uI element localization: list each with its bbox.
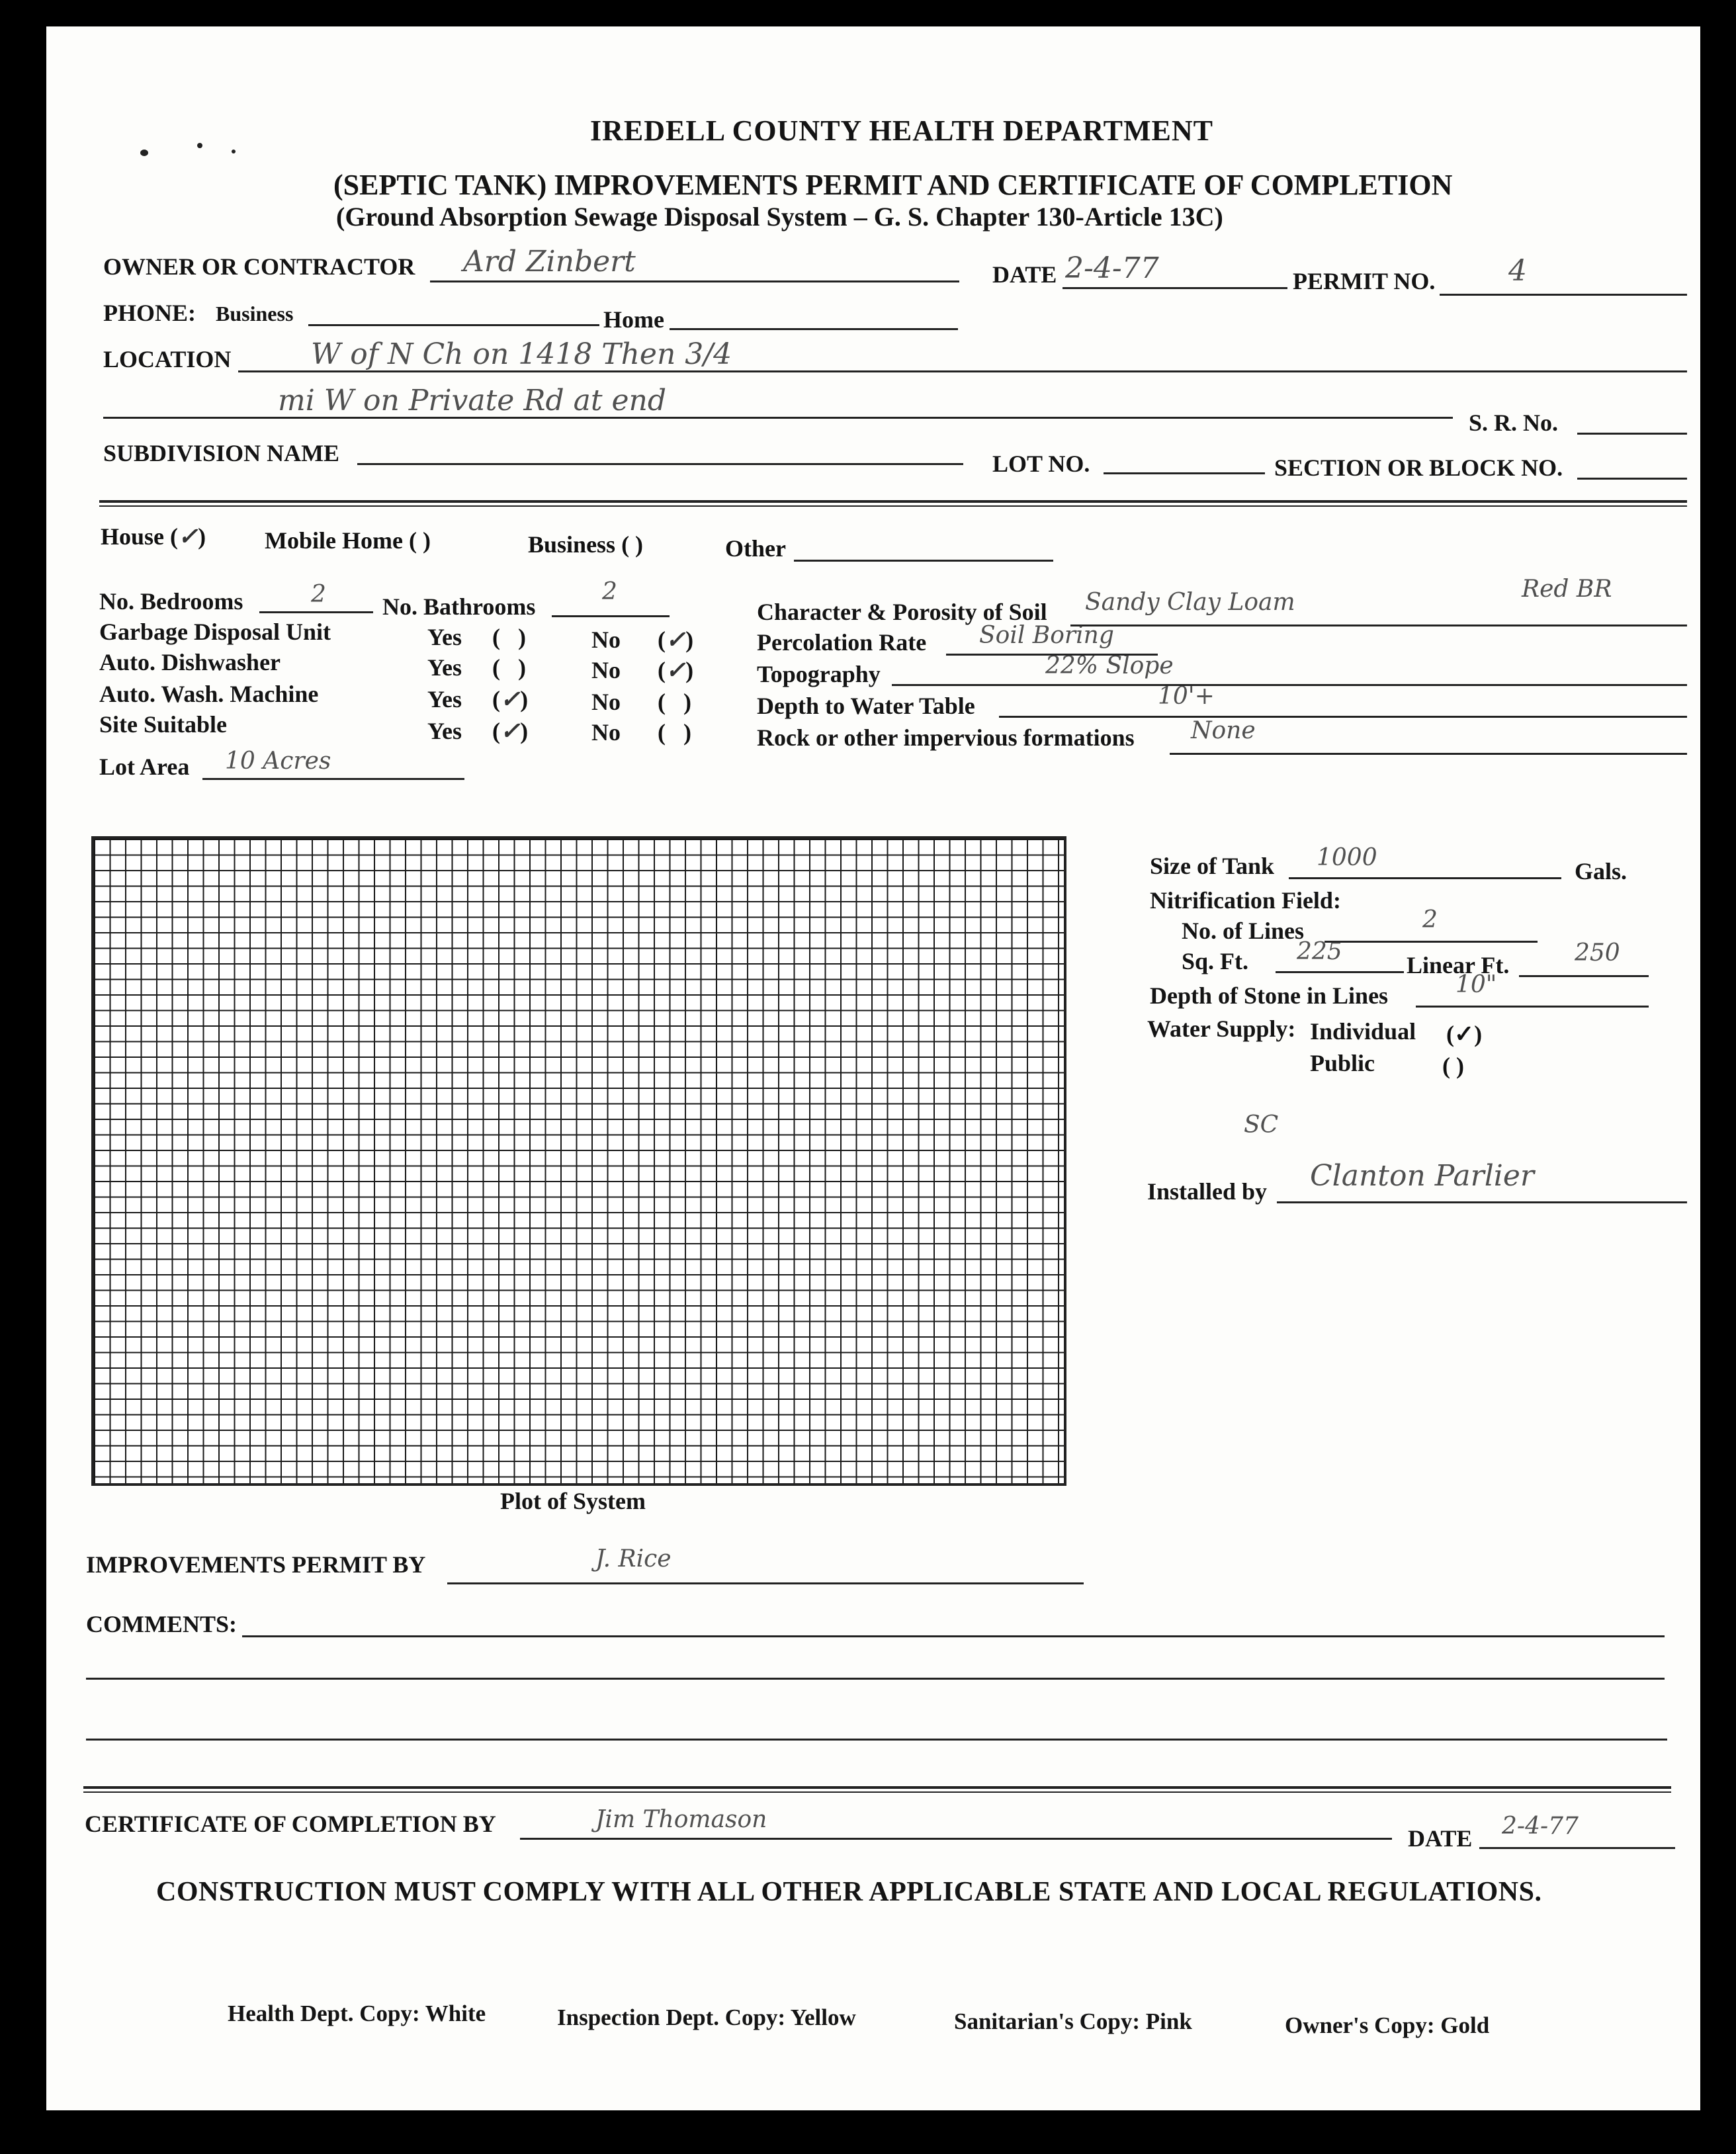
sqft-line	[1276, 971, 1404, 973]
owner-line	[430, 280, 959, 282]
bathrooms-value: 2	[602, 578, 617, 605]
location-line-2-value: mi W on Private Rd at end	[278, 384, 667, 417]
bathrooms-line	[552, 615, 670, 617]
mobile-home-checkbox: Mobile Home ( )	[265, 527, 431, 554]
soil-character-note: Red BR	[1522, 576, 1612, 603]
stone-depth-value: 10"	[1455, 971, 1497, 998]
lot-number-label: LOT NO.	[992, 451, 1090, 477]
date-line	[1063, 287, 1287, 289]
topography-line	[892, 684, 1687, 686]
house-checkbox: House (✓)	[101, 523, 206, 550]
wash-machine-yes-label: Yes	[427, 686, 462, 712]
plot-grid[interactable]	[91, 836, 1066, 1486]
soil-character-value: Sandy Clay Loam	[1085, 589, 1295, 616]
copy-health: Health Dept. Copy: White	[228, 2001, 486, 2026]
lines-count-label: No. of Lines	[1182, 918, 1305, 944]
other-line	[794, 560, 1053, 562]
certificate-line	[520, 1838, 1392, 1840]
date-value: 2-4-77	[1065, 251, 1159, 285]
soil-character-label: Character & Porosity of Soil	[757, 599, 1047, 625]
business-phone-line	[308, 324, 599, 326]
form-title: (SEPTIC TANK) IMPROVEMENTS PERMIT AND CERTIFICATE OF COMPLETION	[333, 169, 1453, 201]
individual-label: Individual	[1310, 1018, 1416, 1045]
site-yes-checkbox: (✓)	[492, 717, 529, 745]
bedrooms-value: 2	[311, 581, 326, 608]
certificate-date-value: 2-4-77	[1502, 1813, 1579, 1840]
form-subtitle: (Ground Absorption Sewage Disposal System – G. S. Chapter 130-Article 13C)	[336, 202, 1223, 232]
soil-character-line	[1070, 625, 1687, 626]
rock-line	[1170, 753, 1687, 755]
stone-depth-label: Depth of Stone in Lines	[1150, 982, 1389, 1009]
rock-value: None	[1191, 717, 1256, 744]
individual-checkbox: (✓)	[1446, 1021, 1483, 1047]
bedrooms-label: No. Bedrooms	[99, 588, 243, 615]
sqft-label: Sq. Ft.	[1182, 948, 1249, 974]
dishwasher-no-checkbox: (✓)	[658, 656, 694, 684]
stone-depth-line	[1416, 1006, 1649, 1008]
certificate-date-line	[1479, 1847, 1675, 1849]
tank-size-line	[1289, 877, 1561, 879]
topography-value: 22% Slope	[1045, 652, 1174, 679]
permit-line	[1440, 294, 1687, 296]
owner-value: Ard Zinbert	[463, 245, 636, 279]
lot-area-value: 10 Acres	[225, 748, 331, 775]
gals-label: Gals.	[1575, 858, 1628, 884]
subdivision-line	[357, 463, 963, 465]
garbage-no-checkbox: (✓)	[658, 626, 694, 654]
percolation-value: Soil Boring	[979, 622, 1114, 649]
copy-owner: Owner's Copy: Gold	[1285, 2012, 1490, 2038]
lot-number-line	[1104, 472, 1265, 474]
bathrooms-label: No. Bathrooms	[382, 593, 536, 620]
scan-speck	[232, 150, 236, 153]
installed-by-value: Clanton Parlier	[1310, 1159, 1534, 1193]
divider-1	[99, 500, 1687, 503]
wash-machine-no-label: No	[591, 689, 621, 715]
water-supply-label: Water Supply:	[1147, 1015, 1296, 1042]
copy-sanitarian: Sanitarian's Copy: Pink	[954, 2008, 1192, 2034]
plot-caption: Plot of System	[500, 1488, 646, 1514]
home-phone-line	[670, 328, 958, 330]
tank-size-label: Size of Tank	[1150, 853, 1275, 879]
department-name: IREDELL COUNTY HEALTH DEPARTMENT	[590, 114, 1213, 147]
public-checkbox: ( )	[1442, 1053, 1464, 1079]
dishwasher-yes-label: Yes	[427, 654, 462, 681]
permit-by-label: IMPROVEMENTS PERMIT BY	[86, 1551, 426, 1578]
permit-by-value: J. Rice	[595, 1545, 672, 1572]
owner-label: OWNER OR CONTRACTOR	[103, 253, 415, 280]
lines-count-value: 2	[1422, 906, 1438, 933]
divider-2b	[83, 1791, 1671, 1793]
installed-by-label: Installed by	[1147, 1178, 1268, 1205]
public-label: Public	[1310, 1050, 1375, 1076]
linear-ft-label: Linear Ft.	[1407, 952, 1510, 978]
rock-label: Rock or other impervious formations	[757, 724, 1135, 751]
dishwasher-label: Auto. Dishwasher	[99, 649, 281, 675]
divider-1b	[99, 505, 1687, 507]
sr-number-line	[1577, 433, 1687, 435]
garbage-no-label: No	[591, 626, 621, 653]
percolation-label: Percolation Rate	[757, 629, 927, 656]
installer-note: SC	[1244, 1111, 1279, 1139]
site-yes-label: Yes	[427, 718, 462, 744]
date-label: DATE	[992, 261, 1057, 288]
bedrooms-line	[259, 611, 373, 613]
scan-speck	[197, 143, 202, 148]
nitrification-label: Nitrification Field:	[1150, 887, 1341, 914]
installed-by-line	[1277, 1201, 1687, 1203]
site-suitable-label: Site Suitable	[99, 711, 228, 738]
section-label: SECTION OR BLOCK NO.	[1274, 454, 1563, 481]
permit-label: PERMIT NO.	[1293, 268, 1436, 294]
lot-area-label: Lot Area	[99, 754, 190, 780]
lines-count-line	[1324, 941, 1538, 943]
subdivision-label: SUBDIVISION NAME	[103, 440, 340, 466]
divider-2	[83, 1786, 1671, 1789]
lot-area-line	[202, 778, 464, 780]
scan-speck	[140, 150, 148, 156]
site-no-label: No	[591, 719, 621, 746]
comments-label: COMMENTS:	[86, 1611, 237, 1637]
topography-label: Topography	[757, 661, 881, 687]
copy-inspection: Inspection Dept. Copy: Yellow	[557, 2004, 856, 2030]
location-label: LOCATION	[103, 346, 232, 372]
water-table-label: Depth to Water Table	[757, 693, 975, 719]
phone-label: PHONE:	[103, 300, 196, 326]
comments-line-2	[86, 1678, 1665, 1680]
certificate-label: CERTIFICATE OF COMPLETION BY	[85, 1811, 496, 1837]
permit-value: 4	[1508, 254, 1527, 288]
section-line	[1577, 478, 1687, 480]
permit-by-line	[447, 1582, 1084, 1584]
wash-machine-label: Auto. Wash. Machine	[99, 681, 319, 707]
comments-line-3	[86, 1739, 1667, 1741]
certificate-value: Jim Thomason	[595, 1806, 767, 1833]
location-line-1-value: W of N Ch on 1418 Then 3/4	[311, 337, 732, 371]
linear-ft-line	[1519, 975, 1649, 977]
other-label: Other	[725, 535, 786, 562]
linear-ft-value: 250	[1575, 939, 1620, 967]
certificate-date-label: DATE	[1408, 1825, 1473, 1852]
garbage-disposal-label: Garbage Disposal Unit	[99, 619, 331, 645]
sqft-value: 225	[1297, 938, 1342, 965]
business-phone-label: Business	[216, 302, 294, 325]
tank-size-value: 1000	[1317, 844, 1377, 871]
comments-line-1	[242, 1635, 1665, 1637]
water-table-line	[999, 716, 1687, 718]
business-checkbox: Business ( )	[528, 531, 644, 558]
garbage-yes-label: Yes	[427, 624, 462, 650]
dishwasher-no-label: No	[591, 657, 621, 683]
compliance-notice: CONSTRUCTION MUST COMPLY WITH ALL OTHER APPLICABLE STATE AND LOCAL REGULATIONS.	[156, 1877, 1542, 1907]
wash-machine-yes-checkbox: (✓)	[492, 685, 529, 713]
water-table-value: 10'+	[1158, 683, 1215, 710]
sr-number-label: S. R. No.	[1469, 409, 1559, 436]
home-phone-label: Home	[603, 306, 664, 333]
